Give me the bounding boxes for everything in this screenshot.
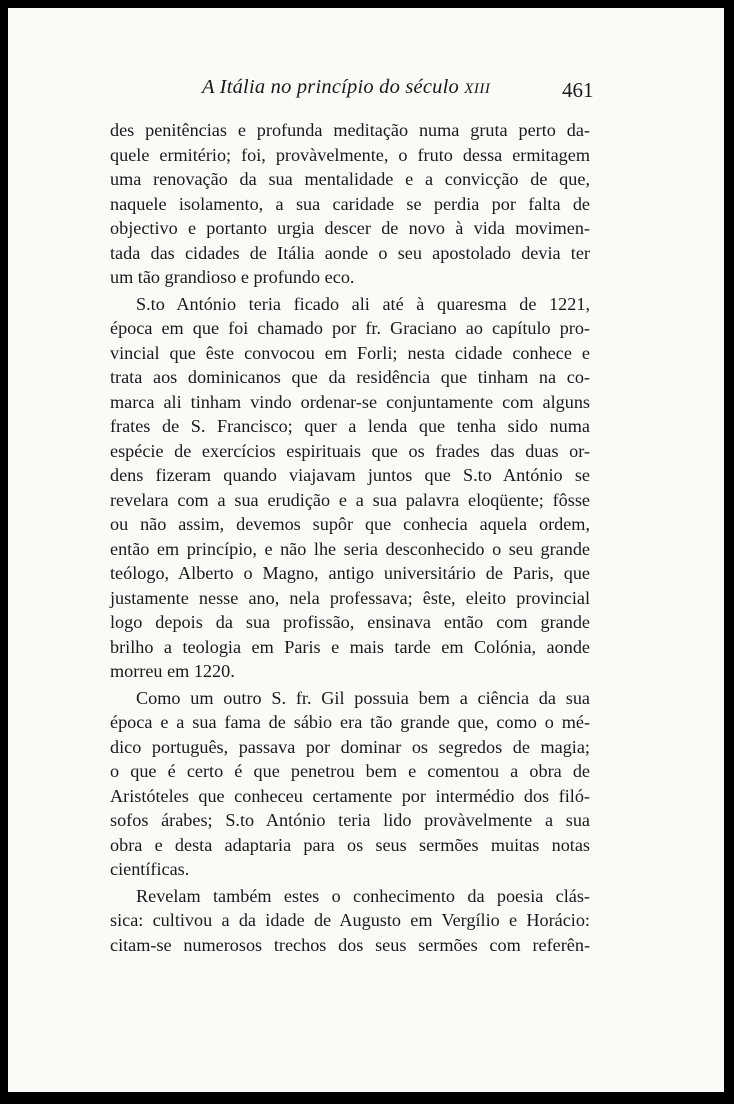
text-line: objectivo e portanto urgia descer de novo à vida movimen- bbox=[110, 218, 590, 238]
text-line: sofos árabes; S.to António teria lido provàvelmente a sua bbox=[110, 810, 590, 830]
text-line: naquele isolamento, a sua caridade se perdia por falta de bbox=[110, 193, 590, 214]
page-header bbox=[8, 76, 724, 106]
text-line: então em princípio, e não lhe seria desconhecido o seu grande bbox=[110, 538, 590, 559]
text-line: S.to António teria ficado ali até à quaresma de 1221, bbox=[136, 293, 590, 314]
text-line: frates de S. Francisco; quer a lenda que tenha sido numa bbox=[110, 416, 590, 436]
text-line: logo depois da sua profissão, ensinava então com grande bbox=[110, 612, 590, 632]
running-title-century: XIII bbox=[464, 81, 491, 97]
paragraph-3 bbox=[110, 686, 590, 882]
text-line: tada das cidades de Itália aonde o seu apostolado devia ter bbox=[110, 242, 590, 263]
text-line: teólogo, Alberto o Magno, antigo universitário de Paris, que bbox=[110, 563, 590, 583]
text-line: ou não assim, devemos supôr que conhecia aquela ordem, bbox=[110, 514, 590, 534]
text-line: Aristóteles que conheceu certamente por intermédio dos filó- bbox=[110, 785, 590, 806]
text-line: um tão grandioso e profundo eco. bbox=[110, 267, 355, 287]
text-line: brilho a teologia em Paris e mais tarde em Colónia, aonde bbox=[110, 636, 590, 657]
paragraph-2 bbox=[110, 292, 590, 684]
book-page bbox=[8, 8, 724, 1092]
text-line: des penitências e profunda meditação numa gruta perto da- bbox=[110, 120, 590, 140]
text-line: sica: cultivou a da idade de Augusto em Vergílio e Horácio: bbox=[110, 910, 590, 930]
text-line: justamente nesse ano, nela professava; êste, eleito provincial bbox=[110, 587, 590, 608]
text-line: dico português, passava por dominar os segredos de magia; bbox=[110, 736, 590, 757]
text-line: morreu em 1220. bbox=[110, 661, 235, 681]
text-line: uma renovação da sua mentalidade e a convicção de que, bbox=[110, 169, 590, 189]
body-text bbox=[110, 118, 590, 957]
running-title bbox=[202, 76, 490, 99]
text-line: trata aos dominicanos que da residência que tinham na co- bbox=[110, 367, 590, 387]
paragraph-1 bbox=[110, 118, 590, 290]
text-line: época em que foi chamado por fr. Graciano ao capítulo pro- bbox=[110, 318, 590, 338]
text-line: quele ermitério; foi, provàvelmente, o fruto dessa ermitagem bbox=[110, 144, 590, 165]
text-line: época e a sua fama de sábio era tão grande que, como o mé- bbox=[110, 712, 590, 732]
text-line: espécie de exercícios espirituais que os frades das duas or- bbox=[110, 440, 590, 461]
text-line: marca ali tinham vindo ordenar-se conjuntamente com alguns bbox=[110, 391, 590, 412]
text-line: o que é certo é que penetrou bem e comentou a obra de bbox=[110, 761, 590, 781]
text-line: obra e desta adaptaria para os seus sermões muitas notas bbox=[110, 834, 590, 855]
text-line: citam-se numerosos trechos dos seus sermões com referên- bbox=[110, 934, 590, 955]
text-line: Revelam também estes o conhecimento da poesia clás- bbox=[136, 885, 590, 906]
text-line: Como um outro S. fr. Gil possuia bem a ciência da sua bbox=[136, 687, 590, 708]
running-title-main: A Itália no princípio do século bbox=[202, 76, 465, 98]
page-number: 461 bbox=[562, 78, 594, 102]
text-line: científicas. bbox=[110, 859, 190, 879]
text-line: vincial que êste convocou em Forli; nesta cidade conhece e bbox=[110, 342, 590, 363]
text-line: dens fizeram quando viajavam juntos que S.to António se bbox=[110, 465, 590, 485]
paragraph-4 bbox=[110, 884, 590, 958]
text-line: revelara com a sua erudição e a sua palavra eloqüente; fôsse bbox=[110, 489, 590, 510]
